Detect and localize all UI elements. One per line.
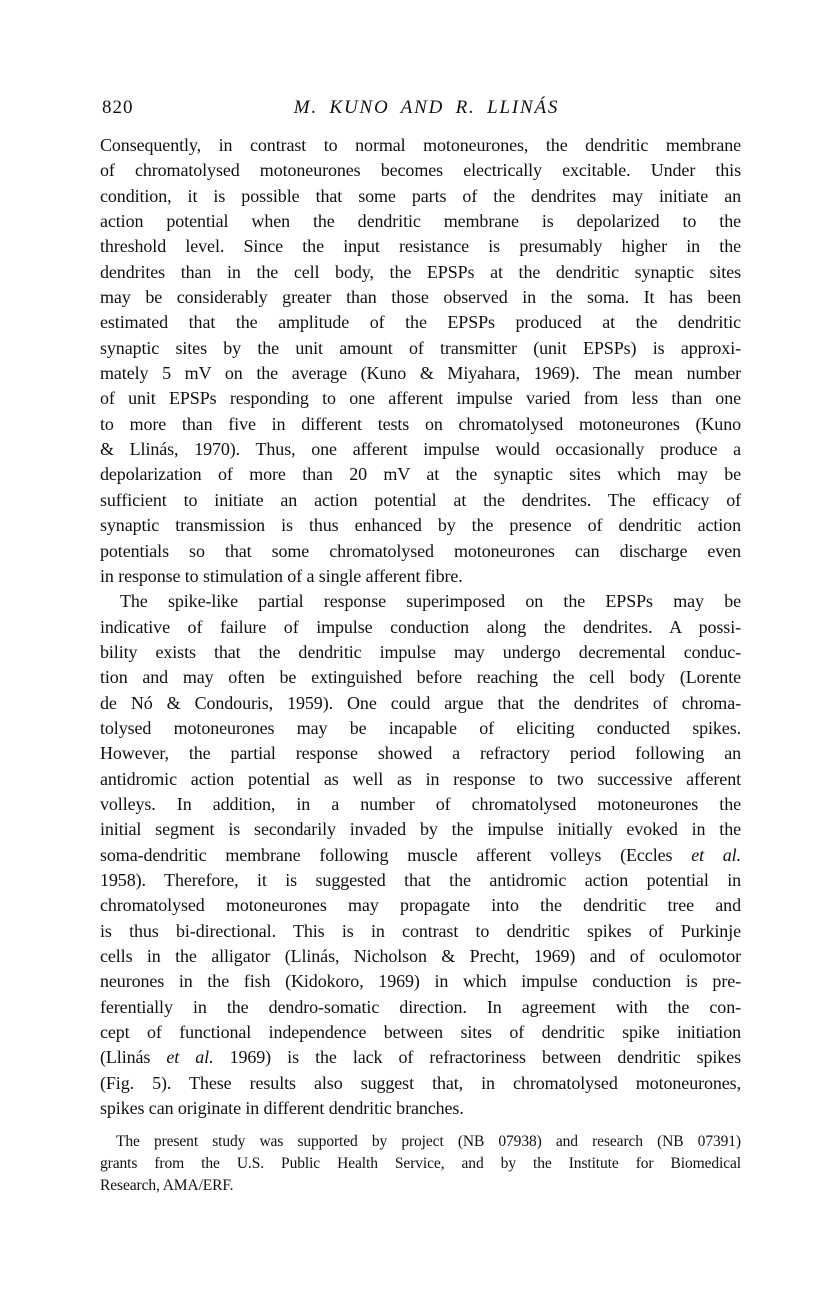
text-line: may be considerably greater than those observed in the soma. It has been — [100, 287, 741, 308]
text-line: neurones in the fish (Kidokoro, 1969) in which impulse conduction is pre- — [100, 971, 741, 992]
body-text — [100, 133, 741, 1197]
page-header — [100, 96, 741, 122]
text-line: cells in the alligator (Llinás, Nicholson & Precht, 1969) and of oculomotor — [100, 946, 741, 966]
text-line: grants from the U.S. Public Health Service, and by the Institute for Biomedical — [100, 1155, 741, 1173]
text-line: The spike-like partial response superimposed on the EPSPs may be — [120, 591, 741, 612]
text-line: antidromic action potential as well as in response to two successive afferent — [100, 768, 741, 789]
text-line: is thus bi-directional. This is in contrast to dendritic spikes of Purkinje — [100, 920, 741, 941]
text-line: volleys. In addition, in a number of chromatolysed motoneurones the — [100, 793, 741, 814]
text-line: of unit EPSPs responding to one afferent impulse varied from less than one — [100, 388, 741, 409]
acknowledgment-paragraph — [100, 1131, 741, 1197]
text-line: synaptic transmission is thus enhanced by the presence of dendritic action — [100, 515, 741, 536]
text-line: dendrites than in the cell body, the EPSPs at the dendritic synaptic sites — [100, 261, 741, 282]
text-line: estimated that the amplitude of the EPSPs produced at the dendritic — [100, 312, 741, 333]
text-line: indicative of failure of impulse conduction along the dendrites. A possi- — [100, 616, 741, 637]
text-line: Consequently, in contrast to normal motoneurones, the dendritic membrane — [100, 135, 741, 155]
text-line: condition, it is possible that some parts of the dendrites may initiate an — [100, 185, 741, 206]
text-line: chromatolysed motoneurones may propagate into the dendritic tree and — [100, 895, 741, 916]
text-line: depolarization of more than 20 mV at the synaptic sites which may be — [100, 464, 741, 485]
text-line: tion and may often be extinguished before reaching the cell body (Lorente — [100, 667, 741, 688]
text-line: bility exists that the dendritic impulse may undergo decremental conduc- — [100, 641, 741, 662]
text-line: spikes can originate in different dendritic branches. — [100, 1098, 464, 1119]
text-line: Research, AMA/ERF. — [100, 1177, 234, 1195]
page-number: 820 — [102, 97, 134, 118]
text-line: tolysed motoneurones may be incapable of eliciting conducted spikes. — [100, 717, 741, 738]
running-title: M. KUNO AND R. LLINÁS — [293, 97, 560, 118]
paragraph-1 — [100, 133, 741, 589]
text-line: to more than five in different tests on chromatolysed motoneurones (Kuno — [100, 413, 741, 434]
text-line: The present study was supported by project (NB 07938) and research (NB 07391) — [116, 1133, 741, 1151]
text-line: in response to stimulation of a single afferent fibre. — [100, 565, 463, 586]
text-line: de Nó & Condouris, 1959). One could argue that the dendrites of chroma- — [100, 692, 741, 713]
text-line: (Llinás et al. 1969) is the lack of refractoriness between dendritic spikes — [100, 1047, 741, 1068]
text-line: synaptic sites by the unit amount of transmitter (unit EPSPs) is approxi- — [100, 337, 741, 358]
text-line: sufficient to initiate an action potential at the dendrites. The efficacy of — [100, 489, 741, 510]
text-line: However, the partial response showed a refractory period following an — [100, 743, 741, 764]
text-line: of chromatolysed motoneurones becomes electrically excitable. Under this — [100, 160, 741, 181]
text-line: initial segment is secondarily invaded by the impulse initially evoked in the — [100, 819, 741, 840]
text-line: potentials so that some chromatolysed motoneurones can discharge even — [100, 540, 741, 561]
text-line: soma-dendritic membrane following muscle afferent volleys (Eccles et al. — [100, 844, 741, 865]
text-line: cept of functional independence between sites of dendritic spike initiation — [100, 1022, 741, 1043]
text-line: 1958). Therefore, it is suggested that the antidromic action potential in — [100, 869, 741, 890]
text-line: ferentially in the dendro-somatic direction. In agreement with the con- — [100, 996, 741, 1017]
text-line: (Fig. 5). These results also suggest that, in chromatolysed motoneurones, — [100, 1072, 741, 1093]
text-line: threshold level. Since the input resistance is presumably higher in the — [100, 236, 741, 257]
text-line: action potential when the dendritic membrane is depolarized to the — [100, 211, 741, 232]
text-line: & Llinás, 1970). Thus, one afferent impulse would occasionally produce a — [100, 439, 741, 460]
paragraph-2 — [100, 589, 741, 1121]
text-line: mately 5 mV on the average (Kuno & Miyahara, 1969). The mean number — [100, 363, 741, 384]
